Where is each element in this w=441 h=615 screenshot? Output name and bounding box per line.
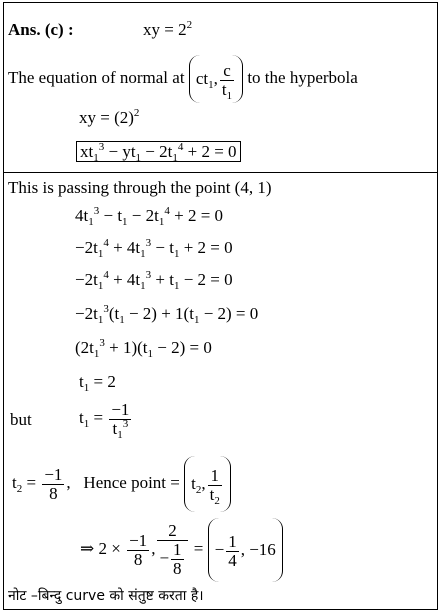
step-3: $-2t_1^4 + 4t_1^3 + t_1 - 2 = 0$: [75, 269, 233, 292]
answer-line: [8, 20, 74, 40]
but-equation: $t_1$ = $\frac{-1}{t_1^3}$: [79, 399, 130, 441]
but-label: but: [10, 410, 32, 429]
normal-equation: [76, 142, 241, 162]
intro-line: The equation of normal at $ct_1$, $\frac{c}{t_1}$ to the hyperbola: [8, 55, 358, 103]
normal-point: $ct_1$, $\frac{c}{t_1}$: [189, 55, 243, 103]
step-6: $t_1 = 2$: [79, 372, 116, 394]
hyperbola-equation: xy = $(2)^2$: [79, 107, 140, 127]
step-1: $4t_1^3 - t_1 - 2t_1^4 + 2 = 0$: [75, 205, 224, 228]
normal-equation-box: $xt_1^3 - yt_1 - 2t_1^4 + 2 = 0$: [76, 141, 241, 162]
final-result: ⇒ 2 × $\frac{-1}{8}$ , 2 − $\frac{1}{8}$ = − $\frac{1}{4}$ , −16: [80, 518, 283, 582]
answer-label: Ans. (c) :: [8, 20, 74, 39]
step-5: $(2t_1^3 + 1)(t_1 - 2) = 0$: [75, 337, 212, 360]
result-point: − $\frac{1}{4}$ , −16: [208, 518, 283, 582]
hence-point: $t_2$, $\frac{1}{t_2}$: [184, 456, 231, 512]
passing-statement: This is passing through the point (4, 1): [8, 178, 272, 197]
t2-line: $t_2$ = $\frac{-1}{8}$ , Hence point = $t_2$, $\frac{1}{t_2}$: [12, 456, 231, 512]
given-equation: xy = $2^2$: [143, 19, 193, 39]
step-2: $-2t_1^4 + 4t_1^3 - t_1 + 2 = 0$: [75, 237, 233, 260]
step-4: $-2t_1^3(t_1 - 2) + 1(t_1 - 2) = 0$: [75, 303, 259, 326]
hindi-note: नोट –बिन्दु curve को संतुष्ट करता है।: [8, 588, 204, 604]
